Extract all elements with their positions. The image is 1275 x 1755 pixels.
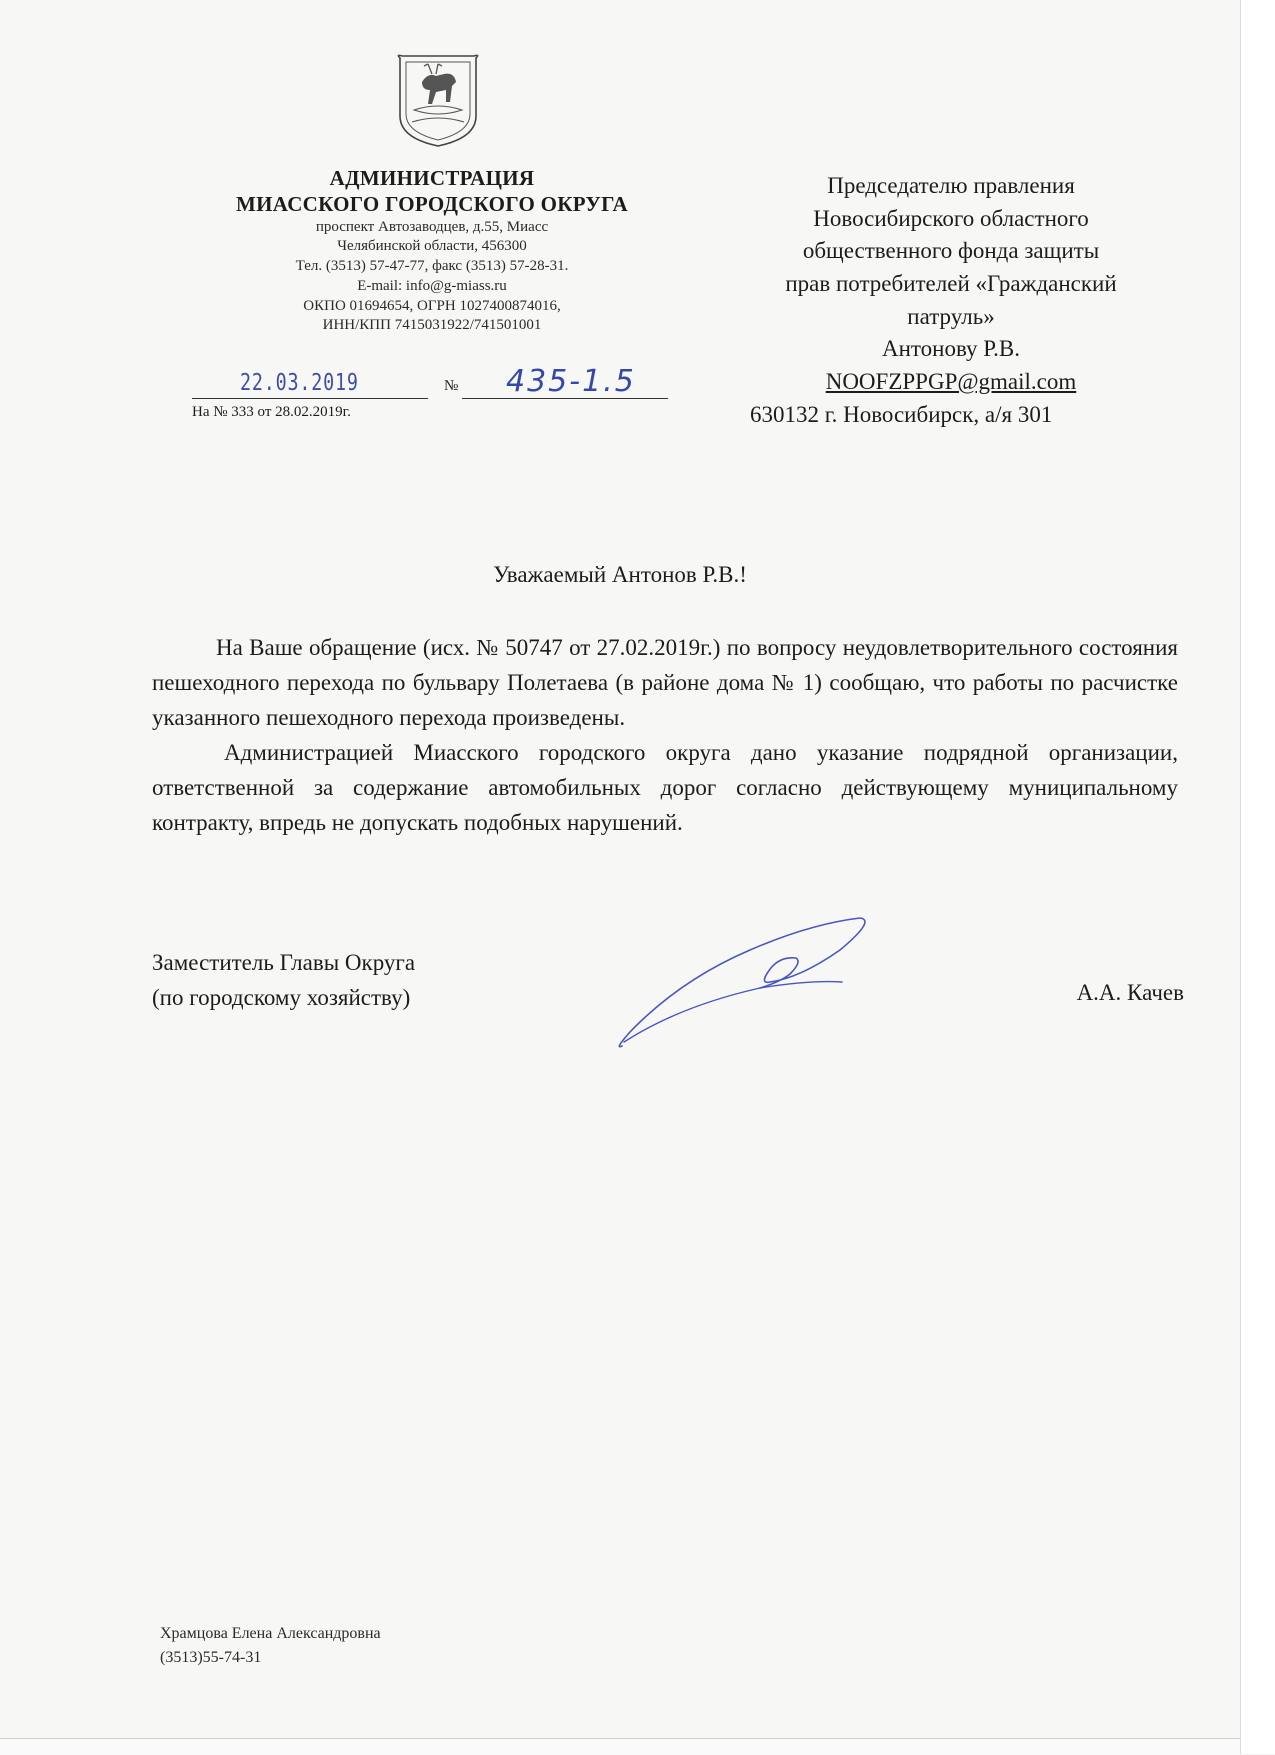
org-okpo: ОКПО 01694654, ОГРН 1027400874016, bbox=[303, 297, 561, 314]
organization-header bbox=[162, 165, 702, 336]
signatory-title bbox=[152, 945, 415, 1015]
executor-info bbox=[160, 1622, 381, 1670]
addressee-line5: патруль» bbox=[907, 303, 995, 329]
org-inn: ИНН/КПП 7415031922/741501001 bbox=[322, 317, 542, 334]
executor-name: Храмцова Елена Александровна bbox=[160, 1625, 381, 1642]
addressee-line1: Председателю правления bbox=[827, 173, 1075, 198]
org-title-line2: МИАССКОГО ГОРОДСКОГО ОКРУГА bbox=[236, 192, 628, 217]
org-phone: Тел. (3513) 57-47-77, факс (3513) 57-28-31. bbox=[295, 258, 569, 275]
addressee-line2: Новосибирского областного bbox=[813, 205, 1089, 231]
org-email: E-mail: info@g-miass.ru bbox=[357, 277, 507, 294]
org-address-line2: Челябинской области, 456300 bbox=[337, 238, 527, 255]
body-paragraph-2: Администрацией Миасского городского округа дано указание подрядной организации, ответственной за содержание автомобильных дорог согласно действующему муниципальному контракту, впредь не допускать подобных нарушений. bbox=[152, 740, 1178, 835]
greeting: Уважаемый Антонов Р.В.! bbox=[493, 562, 747, 587]
letter-body bbox=[152, 630, 1178, 840]
outgoing-number: 435-1.5 bbox=[506, 364, 636, 399]
signatory-name: А.А. Качев bbox=[1076, 980, 1184, 1005]
body-paragraph-1: На Ваше обращение (исх. № 50747 от 27.02.2019г.) по вопросу неудовлетворительного состояния пешеходного перехода по бульвару Полетаева (в районе дома № 1) сообщаю, что работы по расчистке указанного пешеходного перехода произведены. bbox=[152, 635, 1178, 730]
addressee-line3: общественного фонда защиты bbox=[802, 238, 1100, 264]
outgoing-registration bbox=[192, 364, 678, 402]
addressee-block bbox=[736, 170, 1166, 431]
number-sign: № bbox=[444, 378, 459, 394]
org-address-line1: проспект Автозаводцев, д.55, Миасс bbox=[315, 218, 549, 235]
scan-edge-right bbox=[1240, 0, 1275, 1754]
date-stamp: 22.03.2019 bbox=[240, 370, 359, 396]
signatory-title-line1: Заместитель Главы Округа bbox=[152, 950, 416, 975]
date-underline bbox=[192, 398, 428, 399]
signature-icon bbox=[610, 910, 870, 1060]
scan-edge-bottom bbox=[0, 1738, 1240, 1755]
addressee-line4: прав потребителей «Гражданский bbox=[785, 270, 1117, 296]
addressee-email: NOOFZPPGP@gmail.com bbox=[825, 368, 1077, 394]
coat-of-arms-icon bbox=[392, 52, 484, 148]
addressee-postal: 630132 г. Новосибирск, а/я 301 bbox=[750, 401, 1053, 427]
reference-line: На № 333 от 28.02.2019г. bbox=[192, 404, 351, 420]
executor-phone: (3513)55-74-31 bbox=[160, 1649, 262, 1666]
addressee-name: Антонову Р.В. bbox=[881, 336, 1021, 362]
signatory-title-line2: (по городскому хозяйству) bbox=[152, 985, 411, 1010]
org-title-line1: АДМИНИСТРАЦИЯ bbox=[329, 166, 535, 190]
